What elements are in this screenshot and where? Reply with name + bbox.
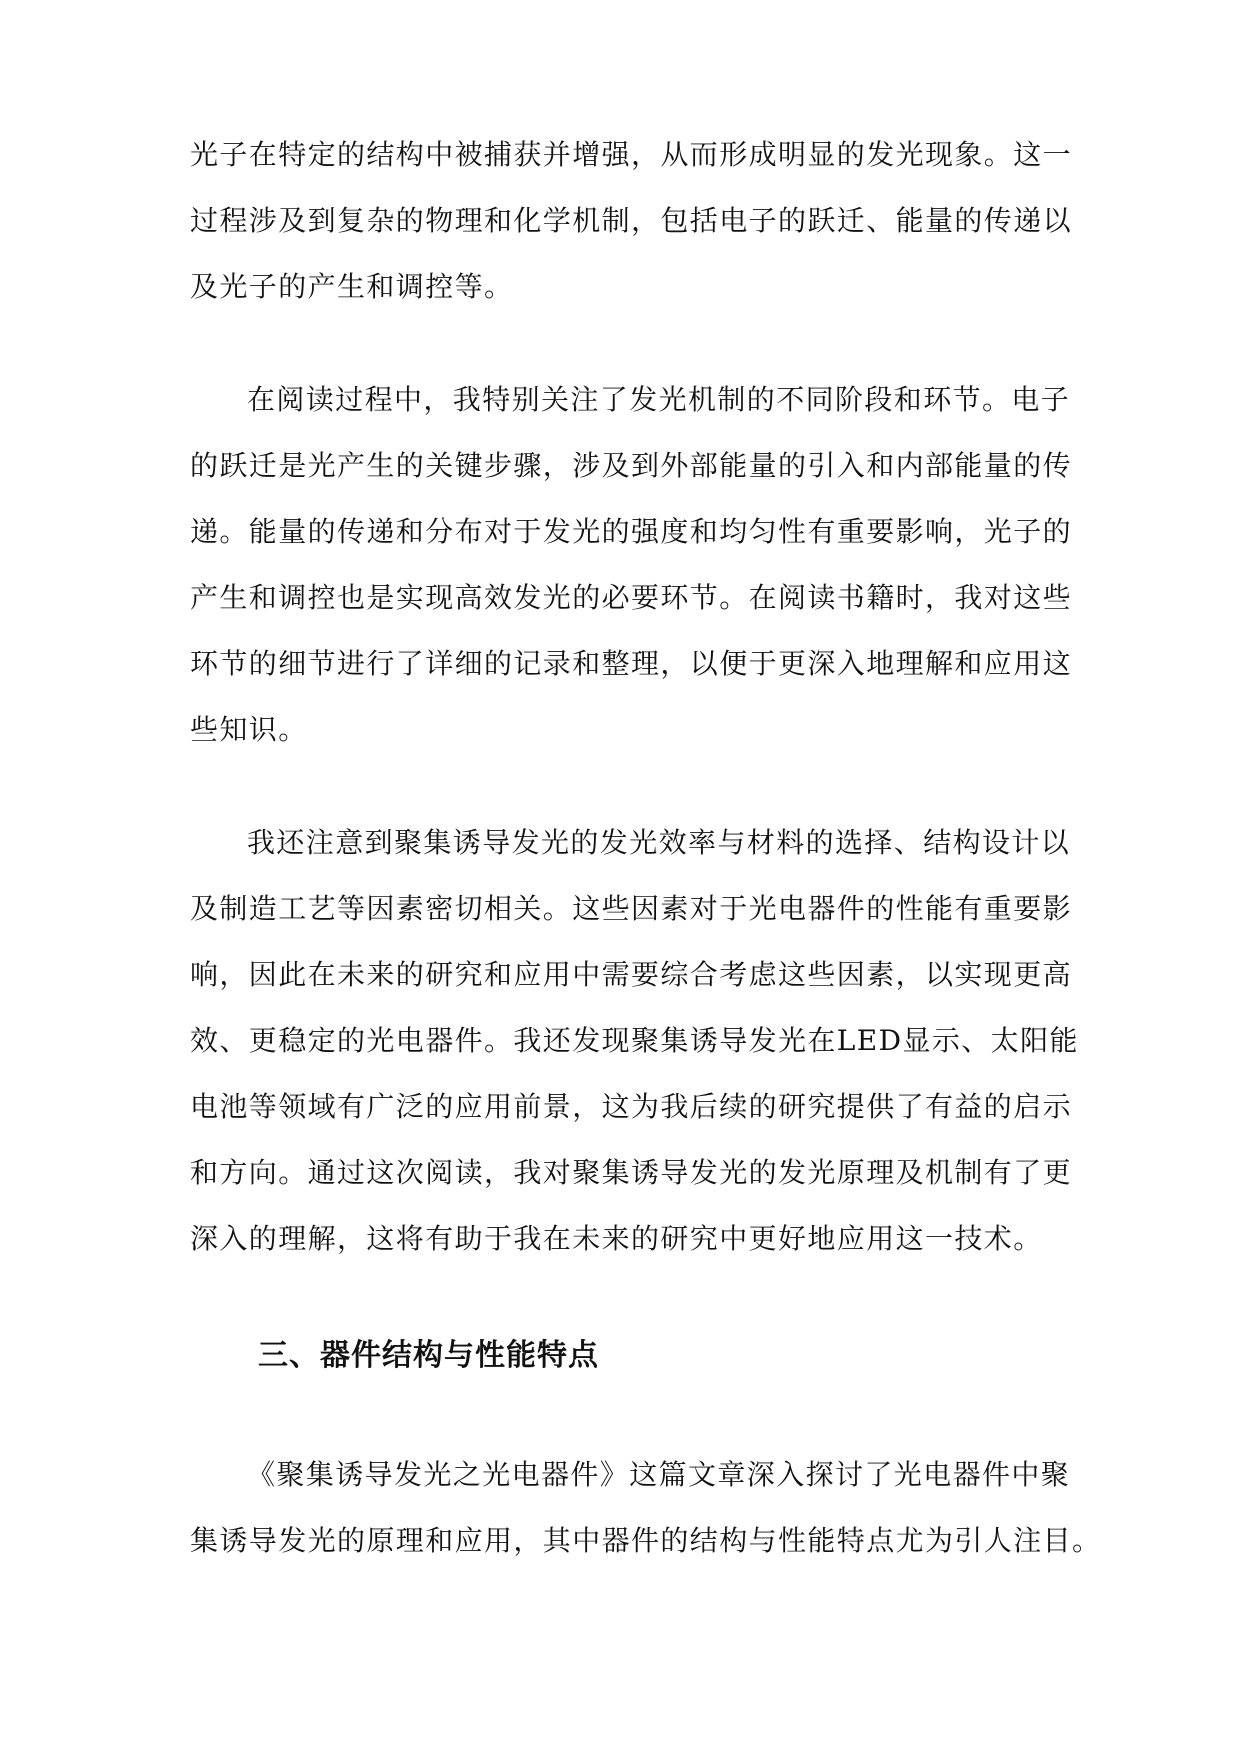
paragraph-2-line-1: 在阅读过程中，我特别关注了发光机制的不同阶段和环节。电子 xyxy=(247,383,1071,416)
paragraph-2-line-2: 的跃迁是光产生的关键步骤，涉及到外部能量的引入和内部能量的传 xyxy=(190,449,1073,482)
paragraph-3-line-5: 电池等领域有广泛的应用前景，这为我后续的研究提供了有益的启示 xyxy=(190,1090,1073,1123)
section-paragraph-line-2: 集诱导发光的原理和应用，其中器件的结构与性能特点尤为引人注目。 xyxy=(190,1524,1102,1557)
section-heading: 三、器件结构与性能特点 xyxy=(258,1338,599,1373)
paragraph-3-line-1: 我还注意到聚集诱导发光的发光效率与材料的选择、结构设计以 xyxy=(247,826,1071,859)
paragraph-3-line-7: 深入的理解，这将有助于我在未来的研究中更好地应用这一技术。 xyxy=(190,1222,1043,1255)
paragraph-2-line-5: 环节的细节进行了详细的记录和整理，以便于更深入地理解和应用这 xyxy=(190,647,1073,680)
section-body xyxy=(190,0,1102,1754)
paragraph-3-line-4: 效、更稳定的光电器件。我还发现聚集诱导发光在LED显示、太阳能 xyxy=(190,1024,1079,1057)
paragraph-2-line-3: 递。能量的传递和分布对于发光的强度和均匀性有重要影响，光子的 xyxy=(190,515,1073,548)
paragraph-3-line-6: 和方向。通过这次阅读，我对聚集诱导发光的发光原理及机制有了更 xyxy=(190,1156,1073,1189)
paragraph-1-line-3: 及光子的产生和调控等。 xyxy=(190,270,514,303)
paragraph-2-line-4: 产生和调控也是实现高效发光的必要环节。在阅读书籍时，我对这些 xyxy=(190,581,1073,614)
paragraph-1-line-1: 光子在特定的结构中被捕获并增强，从而形成明显的发光现象。这一 xyxy=(190,138,1073,171)
paragraph-1-line-2: 过程涉及到复杂的物理和化学机制，包括电子的跃迁、能量的传递以 xyxy=(190,204,1073,237)
paragraph-2-line-6: 些知识。 xyxy=(190,713,308,746)
paragraph-3-line-3: 响，因此在未来的研究和应用中需要综合考虑这些因素，以实现更高 xyxy=(190,958,1073,991)
section-paragraph-line-1: 《聚集诱导发光之光电器件》这篇文章深入探讨了光电器件中聚 xyxy=(247,1458,1071,1491)
paragraph-3-line-2: 及制造工艺等因素密切相关。这些因素对于光电器件的性能有重要影 xyxy=(190,892,1073,925)
